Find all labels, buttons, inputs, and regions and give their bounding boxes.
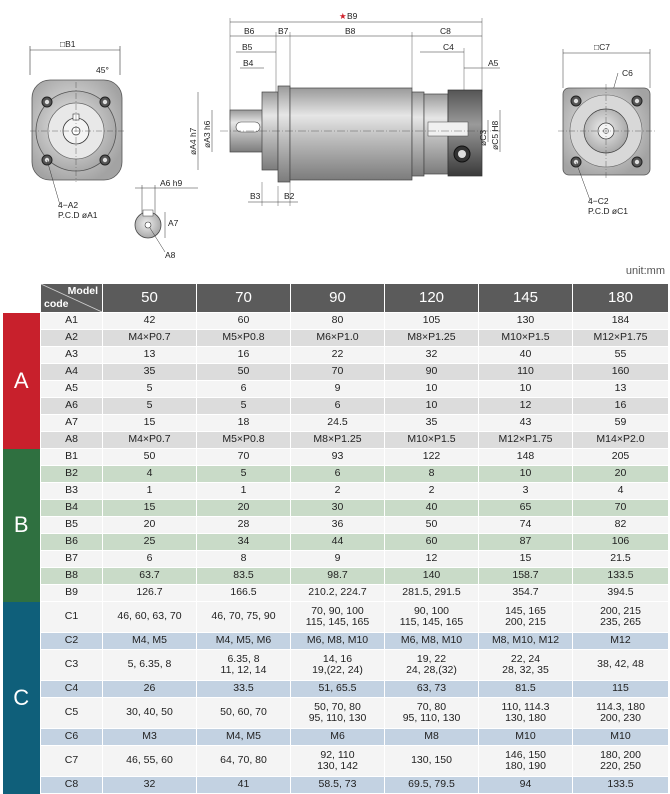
table-cell: M10×P1.5 — [385, 432, 479, 449]
table-cell: 2 — [291, 483, 385, 500]
row-code-label: C3 — [41, 650, 103, 681]
table-cell: 46, 55, 60 — [103, 746, 197, 777]
table-cell: 160 — [573, 364, 669, 381]
table-cell: 12 — [385, 551, 479, 568]
technical-drawing — [0, 0, 670, 268]
table-cell: 46, 70, 75, 90 — [197, 602, 291, 633]
table-row — [3, 466, 669, 483]
table-cell: 63.7 — [103, 568, 197, 585]
table-cell: 10 — [385, 381, 479, 398]
table-cell: 6 — [291, 398, 385, 415]
table-cell: 28 — [197, 517, 291, 534]
table-cell: 10 — [479, 466, 573, 483]
model-header: 70 — [197, 284, 291, 313]
table-cell: 133.5 — [573, 777, 669, 794]
table-cell: M4, M5, M6 — [197, 633, 291, 650]
dimension-table — [2, 283, 669, 794]
table-cell: 13 — [573, 381, 669, 398]
front-view-output — [30, 39, 124, 220]
table-cell: 122 — [385, 449, 479, 466]
table-cell: 9 — [291, 551, 385, 568]
table-cell: 50, 70, 80 95, 110, 130 — [291, 698, 385, 729]
table-cell: 90, 100 115, 145, 165 — [385, 602, 479, 633]
row-code-label: C5 — [41, 698, 103, 729]
table-cell: 10 — [385, 398, 479, 415]
b9-star: ★ — [339, 11, 347, 21]
table-body — [3, 313, 669, 794]
table-cell: M6, M8, M10 — [385, 633, 479, 650]
table-row — [3, 777, 669, 794]
row-code-label: B6 — [41, 534, 103, 551]
table-cell: 58.5, 73 — [291, 777, 385, 794]
table-cell: 8 — [385, 466, 479, 483]
table-cell: 20 — [197, 500, 291, 517]
table-cell: 59 — [573, 415, 669, 432]
table-cell: 110, 114.3 130, 180 — [479, 698, 573, 729]
table-cell: 50 — [385, 517, 479, 534]
row-code-label: A7 — [41, 415, 103, 432]
table-row — [3, 633, 669, 650]
model-header: 50 — [103, 284, 197, 313]
table-cell: M12×P1.75 — [479, 432, 573, 449]
group-label-c: C — [3, 602, 41, 794]
table-cell: 83.5 — [197, 568, 291, 585]
table-row — [3, 681, 669, 698]
table-cell: M3 — [103, 729, 197, 746]
dim-b3-label: B3 — [250, 191, 261, 201]
dim-angle-label: 45° — [96, 65, 109, 75]
table-cell: 25 — [103, 534, 197, 551]
table-cell: 2 — [385, 483, 479, 500]
row-code-label: A5 — [41, 381, 103, 398]
table-cell: 69.5, 79.5 — [385, 777, 479, 794]
table-cell: 146, 150 180, 190 — [479, 746, 573, 777]
row-code-label: B3 — [41, 483, 103, 500]
table-cell: 42 — [103, 313, 197, 330]
table-cell: 51, 65.5 — [291, 681, 385, 698]
table-header-row — [3, 284, 669, 313]
table-cell: 70 — [197, 449, 291, 466]
shaft-end-view — [135, 178, 198, 260]
table-row — [3, 449, 669, 466]
table-row — [3, 415, 669, 432]
table-cell: M6 — [291, 729, 385, 746]
row-code-label: B4 — [41, 500, 103, 517]
table-cell: 50, 60, 70 — [197, 698, 291, 729]
table-cell: M10 — [573, 729, 669, 746]
dim-b8-label: B8 — [345, 26, 356, 36]
row-code-label: B7 — [41, 551, 103, 568]
table-cell: 158.7 — [479, 568, 573, 585]
row-code-label: C8 — [41, 777, 103, 794]
table-cell: 43 — [479, 415, 573, 432]
table-row — [3, 568, 669, 585]
dim-a3-label: øA3 h6 — [202, 120, 212, 148]
row-code-label: B8 — [41, 568, 103, 585]
table-row — [3, 432, 669, 449]
table-cell: 16 — [573, 398, 669, 415]
table-cell: 70 — [573, 500, 669, 517]
row-code-label: B9 — [41, 585, 103, 602]
table-cell: M12 — [573, 633, 669, 650]
table-row — [3, 398, 669, 415]
dim-b9-label: B9 — [347, 11, 358, 21]
row-code-label: B5 — [41, 517, 103, 534]
table-cell: 115 — [573, 681, 669, 698]
table-cell: 63, 73 — [385, 681, 479, 698]
table-cell: 6.35, 8 11, 12, 14 — [197, 650, 291, 681]
table-cell: 82 — [573, 517, 669, 534]
table-cell: 14, 16 19,(22, 24) — [291, 650, 385, 681]
row-code-label: C1 — [41, 602, 103, 633]
table-row — [3, 364, 669, 381]
table-cell: M8×P1.25 — [291, 432, 385, 449]
table-row — [3, 534, 669, 551]
table-cell: 50 — [197, 364, 291, 381]
table-cell: 32 — [385, 347, 479, 364]
row-code-label: C7 — [41, 746, 103, 777]
table-cell: 114.3, 180 200, 230 — [573, 698, 669, 729]
table-cell: 20 — [573, 466, 669, 483]
row-code-label: A1 — [41, 313, 103, 330]
table-row — [3, 746, 669, 777]
table-cell: 35 — [103, 364, 197, 381]
table-cell: 19, 22 24, 28,(32) — [385, 650, 479, 681]
dim-b1-label: □B1 — [60, 39, 76, 49]
table-cell: 21.5 — [573, 551, 669, 568]
table-cell: 281.5, 291.5 — [385, 585, 479, 602]
table-cell: 64, 70, 80 — [197, 746, 291, 777]
group-label-b: B — [3, 449, 41, 602]
table-cell: M12×P1.75 — [573, 330, 669, 347]
table-cell: 140 — [385, 568, 479, 585]
table-cell: 92, 110 130, 142 — [291, 746, 385, 777]
table-cell: 12 — [479, 398, 573, 415]
table-cell: M5×P0.8 — [197, 432, 291, 449]
table-cell: 205 — [573, 449, 669, 466]
pcd-c1-label: P.C.D øC1 — [588, 206, 628, 216]
table-cell: 15 — [103, 415, 197, 432]
row-code-label: A8 — [41, 432, 103, 449]
row-code-label: C4 — [41, 681, 103, 698]
table-cell: 46, 60, 63, 70 — [103, 602, 197, 633]
table-cell: M8×P1.25 — [385, 330, 479, 347]
table-cell: 148 — [479, 449, 573, 466]
table-cell: M10 — [479, 729, 573, 746]
table-cell: 5 — [197, 398, 291, 415]
table-cell: 105 — [385, 313, 479, 330]
table-cell: 70 — [291, 364, 385, 381]
table-cell: 30, 40, 50 — [103, 698, 197, 729]
table-cell: 87 — [479, 534, 573, 551]
dim-b5-label: B5 — [242, 42, 253, 52]
table-cell: 90 — [385, 364, 479, 381]
table-cell: M4, M5 — [197, 729, 291, 746]
dim-a8-label: A8 — [165, 250, 176, 260]
table-cell: 184 — [573, 313, 669, 330]
table-cell: M4, M5 — [103, 633, 197, 650]
unit-label: unit:mm — [625, 265, 665, 277]
table-cell: 50 — [103, 449, 197, 466]
table-cell: 130, 150 — [385, 746, 479, 777]
row-code-label: A6 — [41, 398, 103, 415]
table-cell: 98.7 — [291, 568, 385, 585]
table-cell: 6 — [291, 466, 385, 483]
dim-a4-label: øA4 h7 — [188, 127, 198, 155]
dim-a6-label: A6 h9 — [160, 178, 183, 188]
table-cell: M8, M10, M12 — [479, 633, 573, 650]
table-row — [3, 585, 669, 602]
table-cell: 36 — [291, 517, 385, 534]
table-row — [3, 698, 669, 729]
table-cell: 60 — [385, 534, 479, 551]
dim-c2-label: 4−C2 — [588, 196, 609, 206]
table-cell: M8 — [385, 729, 479, 746]
table-cell: 35 — [385, 415, 479, 432]
table-cell: M4×P0.7 — [103, 330, 197, 347]
table-cell: 5 — [103, 398, 197, 415]
table-cell: 3 — [479, 483, 573, 500]
side-view — [188, 11, 500, 206]
header-code-label: code — [44, 297, 69, 310]
row-code-label: C6 — [41, 729, 103, 746]
table-cell: 166.5 — [197, 585, 291, 602]
table-cell: 41 — [197, 777, 291, 794]
dim-a5-label: A5 — [488, 58, 499, 68]
table-cell: 60 — [197, 313, 291, 330]
header-model-label: Model — [67, 285, 98, 297]
table-row — [3, 500, 669, 517]
model-code-header — [41, 284, 103, 313]
table-row — [3, 483, 669, 500]
table-cell: 5 — [103, 381, 197, 398]
table-cell: 4 — [103, 466, 197, 483]
table-cell: 13 — [103, 347, 197, 364]
dim-b4-label: B4 — [243, 58, 254, 68]
table-cell: 354.7 — [479, 585, 573, 602]
table-cell: 94 — [479, 777, 573, 794]
front-view-input — [558, 42, 655, 216]
table-cell: 5, 6.35, 8 — [103, 650, 197, 681]
table-cell: 20 — [103, 517, 197, 534]
row-code-label: B2 — [41, 466, 103, 483]
table-cell: 18 — [197, 415, 291, 432]
table-cell: 106 — [573, 534, 669, 551]
table-cell: 32 — [103, 777, 197, 794]
table-cell: 93 — [291, 449, 385, 466]
table-cell: 16 — [197, 347, 291, 364]
table-cell: 26 — [103, 681, 197, 698]
table-cell: 130 — [479, 313, 573, 330]
table-row — [3, 381, 669, 398]
dim-b7-label: B7 — [278, 26, 289, 36]
table-cell: 8 — [197, 551, 291, 568]
table-cell: 70, 90, 100 115, 145, 165 — [291, 602, 385, 633]
model-header: 120 — [385, 284, 479, 313]
dim-c5-label: øC5 H8 — [490, 120, 500, 150]
table-cell: 15 — [103, 500, 197, 517]
table-cell: 126.7 — [103, 585, 197, 602]
header-blank — [3, 284, 41, 313]
table-cell: M6×P1.0 — [291, 330, 385, 347]
table-row — [3, 517, 669, 534]
table-cell: 394.5 — [573, 585, 669, 602]
table-cell: 80 — [291, 313, 385, 330]
table-cell: 22, 24 28, 32, 35 — [479, 650, 573, 681]
row-code-label: C2 — [41, 633, 103, 650]
table-cell: 30 — [291, 500, 385, 517]
table-cell: 145, 165 200, 215 — [479, 602, 573, 633]
model-header: 145 — [479, 284, 573, 313]
table-cell: 200, 215 235, 265 — [573, 602, 669, 633]
table-cell: 81.5 — [479, 681, 573, 698]
dim-c7-label: □C7 — [594, 42, 610, 52]
table-row — [3, 347, 669, 364]
dim-c3-label: øC3 — [478, 129, 488, 146]
table-cell: 6 — [197, 381, 291, 398]
row-code-label: B1 — [41, 449, 103, 466]
table-row — [3, 729, 669, 746]
dim-b6-label: B6 — [244, 26, 255, 36]
dim-c6-label: C6 — [622, 68, 633, 78]
table-cell: M14×P2.0 — [573, 432, 669, 449]
row-code-label: A2 — [41, 330, 103, 347]
table-cell: 55 — [573, 347, 669, 364]
table-cell: 24.5 — [291, 415, 385, 432]
table-row — [3, 313, 669, 330]
table-row — [3, 602, 669, 633]
table-cell: 22 — [291, 347, 385, 364]
table-cell: 133.5 — [573, 568, 669, 585]
model-header: 180 — [573, 284, 669, 313]
table-cell: 1 — [197, 483, 291, 500]
table-cell: 15 — [479, 551, 573, 568]
table-cell: M6, M8, M10 — [291, 633, 385, 650]
table-cell: 65 — [479, 500, 573, 517]
table-row — [3, 330, 669, 347]
table-cell: 4 — [573, 483, 669, 500]
table-cell: M5×P0.8 — [197, 330, 291, 347]
table-cell: 38, 42, 48 — [573, 650, 669, 681]
table-cell: 74 — [479, 517, 573, 534]
row-code-label: A4 — [41, 364, 103, 381]
dim-b2-label: B2 — [284, 191, 295, 201]
dim-a2-label: 4−A2 — [58, 200, 79, 210]
table-cell: 33.5 — [197, 681, 291, 698]
table-cell: 9 — [291, 381, 385, 398]
table-cell: M4×P0.7 — [103, 432, 197, 449]
table-cell: 6 — [103, 551, 197, 568]
dim-c4-label: C4 — [443, 42, 454, 52]
table-cell: 44 — [291, 534, 385, 551]
pcd-a1-label: P.C.D øA1 — [58, 210, 98, 220]
table-row — [3, 650, 669, 681]
table-cell: 1 — [103, 483, 197, 500]
table-cell: 210.2, 224.7 — [291, 585, 385, 602]
table-cell: 34 — [197, 534, 291, 551]
table-cell: 180, 200 220, 250 — [573, 746, 669, 777]
group-label-a: A — [3, 313, 41, 449]
table-cell: M10×P1.5 — [479, 330, 573, 347]
table-cell: 5 — [197, 466, 291, 483]
table-cell: 10 — [479, 381, 573, 398]
table-cell: 110 — [479, 364, 573, 381]
row-code-label: A3 — [41, 347, 103, 364]
table-cell: 70, 80 95, 110, 130 — [385, 698, 479, 729]
table-cell: 40 — [385, 500, 479, 517]
table-cell: 40 — [479, 347, 573, 364]
model-header: 90 — [291, 284, 385, 313]
dim-a7-label: A7 — [168, 218, 179, 228]
table-row — [3, 551, 669, 568]
dim-c8-label: C8 — [440, 26, 451, 36]
